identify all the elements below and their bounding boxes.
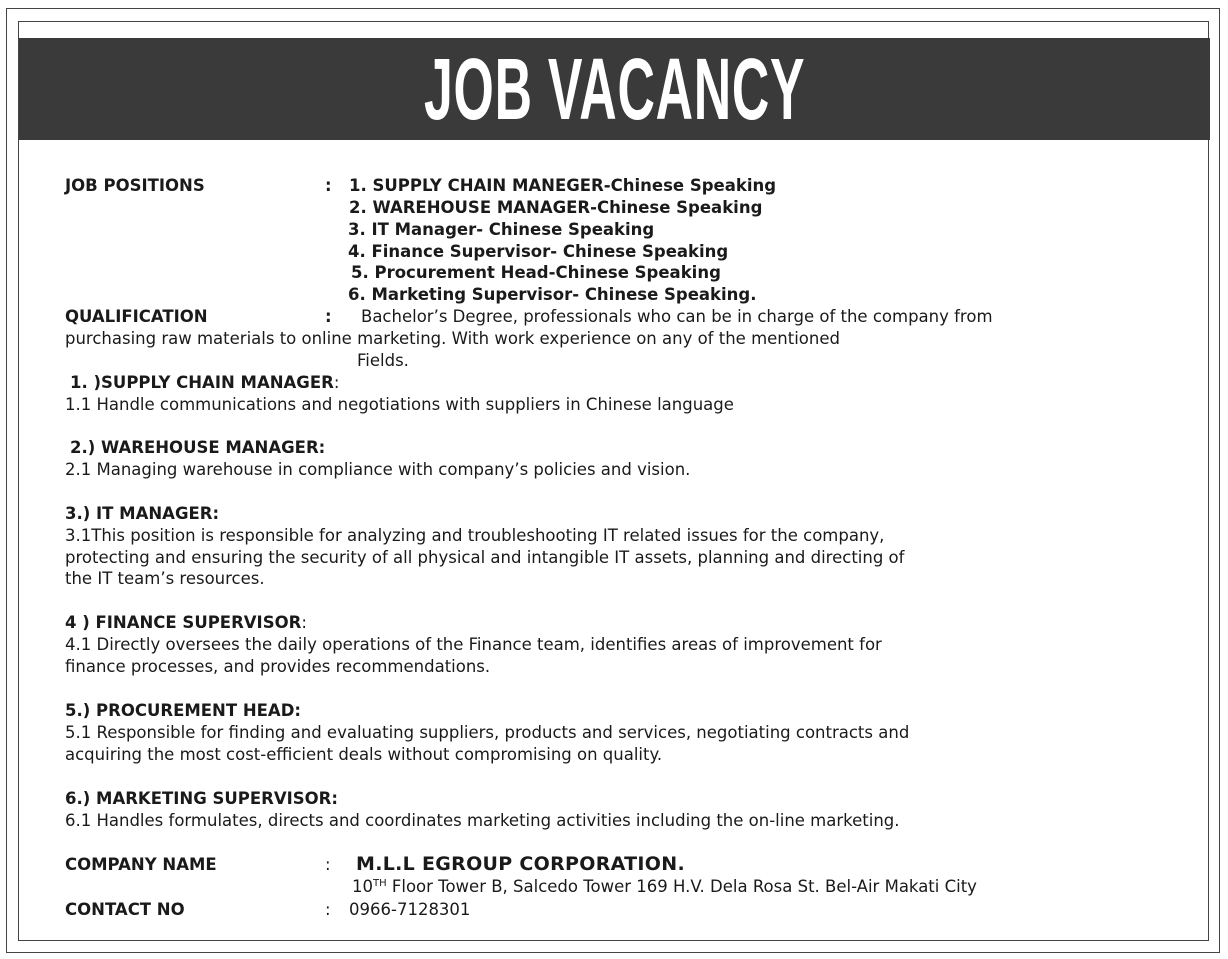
- company-name: M.L.L EGROUP CORPORATION.: [356, 853, 685, 875]
- qualification-label: QUALIFICATION: [65, 307, 208, 326]
- section-text: protecting and ensuring the security of all physical and intangible IT assets, planning and directing of: [65, 548, 905, 567]
- section-heading-procurement: 5.) PROCUREMENT HEAD:: [65, 701, 301, 720]
- address-floor-suffix: TH: [373, 878, 387, 889]
- position-item: 2. WAREHOUSE MANAGER-Chinese Speaking: [349, 198, 763, 217]
- position-item: 5. Procurement Head-Chinese Speaking: [351, 263, 721, 282]
- section-heading-finance: [65, 612, 307, 634]
- section-text: 4.1 Directly oversees the daily operations of the Finance team, identifies areas of improvement for: [65, 635, 882, 654]
- position-item: 3. IT Manager- Chinese Speaking: [348, 220, 655, 239]
- section-text: the IT team’s resources.: [65, 569, 265, 588]
- section-text: 2.1 Managing warehouse in compliance with company’s policies and vision.: [65, 460, 691, 479]
- address-rest: Floor Tower B, Salcedo Tower 169 H.V. Dela Rosa St. Bel-Air Makati City: [386, 877, 977, 896]
- section-text: 1.1 Handle communications and negotiations with suppliers in Chinese language: [65, 395, 734, 414]
- position-item: 6. Marketing Supervisor- Chinese Speaking.: [348, 285, 757, 304]
- section-text: 6.1 Handles formulates, directs and coordinates marketing activities including the on-line marketing.: [65, 811, 900, 830]
- section-text: acquiring the most cost-efficient deals without compromising on quality.: [65, 745, 663, 764]
- company-colon: :: [325, 855, 331, 874]
- section-text: 5.1 Responsible for finding and evaluating suppliers, products and services, negotiating contracts and: [65, 723, 910, 742]
- section-heading-suffix: :: [301, 613, 307, 632]
- qualification-text: Bachelor’s Degree, professionals who can be in charge of the company from: [361, 307, 993, 326]
- section-heading-text: 4 ) FINANCE SUPERVISOR: [65, 613, 302, 632]
- section-heading-marketing: 6.) MARKETING SUPERVISOR:: [65, 789, 338, 808]
- contact-number: 0966-7128301: [349, 900, 471, 919]
- section-heading-text: 1. )SUPPLY CHAIN MANAGER: [70, 373, 334, 392]
- contact-colon: :: [325, 900, 331, 919]
- section-heading-suffix: :: [333, 373, 340, 392]
- contact-label: CONTACT NO: [65, 900, 185, 919]
- qualification-colon: :: [325, 307, 332, 326]
- section-heading-it: 3.) IT MANAGER:: [65, 504, 220, 523]
- job-positions-label: JOB POSITIONS: [65, 176, 205, 195]
- banner-title: JOB VACANCY: [423, 40, 806, 138]
- section-heading-supply-chain: [70, 372, 339, 394]
- position-item: 1. SUPPLY CHAIN MANEGER-Chinese Speaking: [349, 176, 777, 195]
- section-text: finance processes, and provides recommendations.: [65, 657, 491, 676]
- section-text: 3.1This position is responsible for analyzing and troubleshooting IT related issues for the company,: [65, 526, 885, 545]
- position-item: 4. Finance Supervisor- Chinese Speaking: [348, 242, 729, 261]
- company-name-label: COMPANY NAME: [65, 855, 217, 874]
- section-heading-warehouse: 2.) WAREHOUSE MANAGER:: [70, 438, 326, 457]
- title-banner: [19, 38, 1210, 140]
- job-positions-colon: :: [325, 176, 332, 195]
- address-floor: 10: [352, 877, 373, 896]
- qualification-text: Fields.: [357, 351, 409, 370]
- qualification-text: purchasing raw materials to online marketing. With work experience on any of the mentioned: [65, 329, 840, 348]
- company-address: [352, 876, 977, 898]
